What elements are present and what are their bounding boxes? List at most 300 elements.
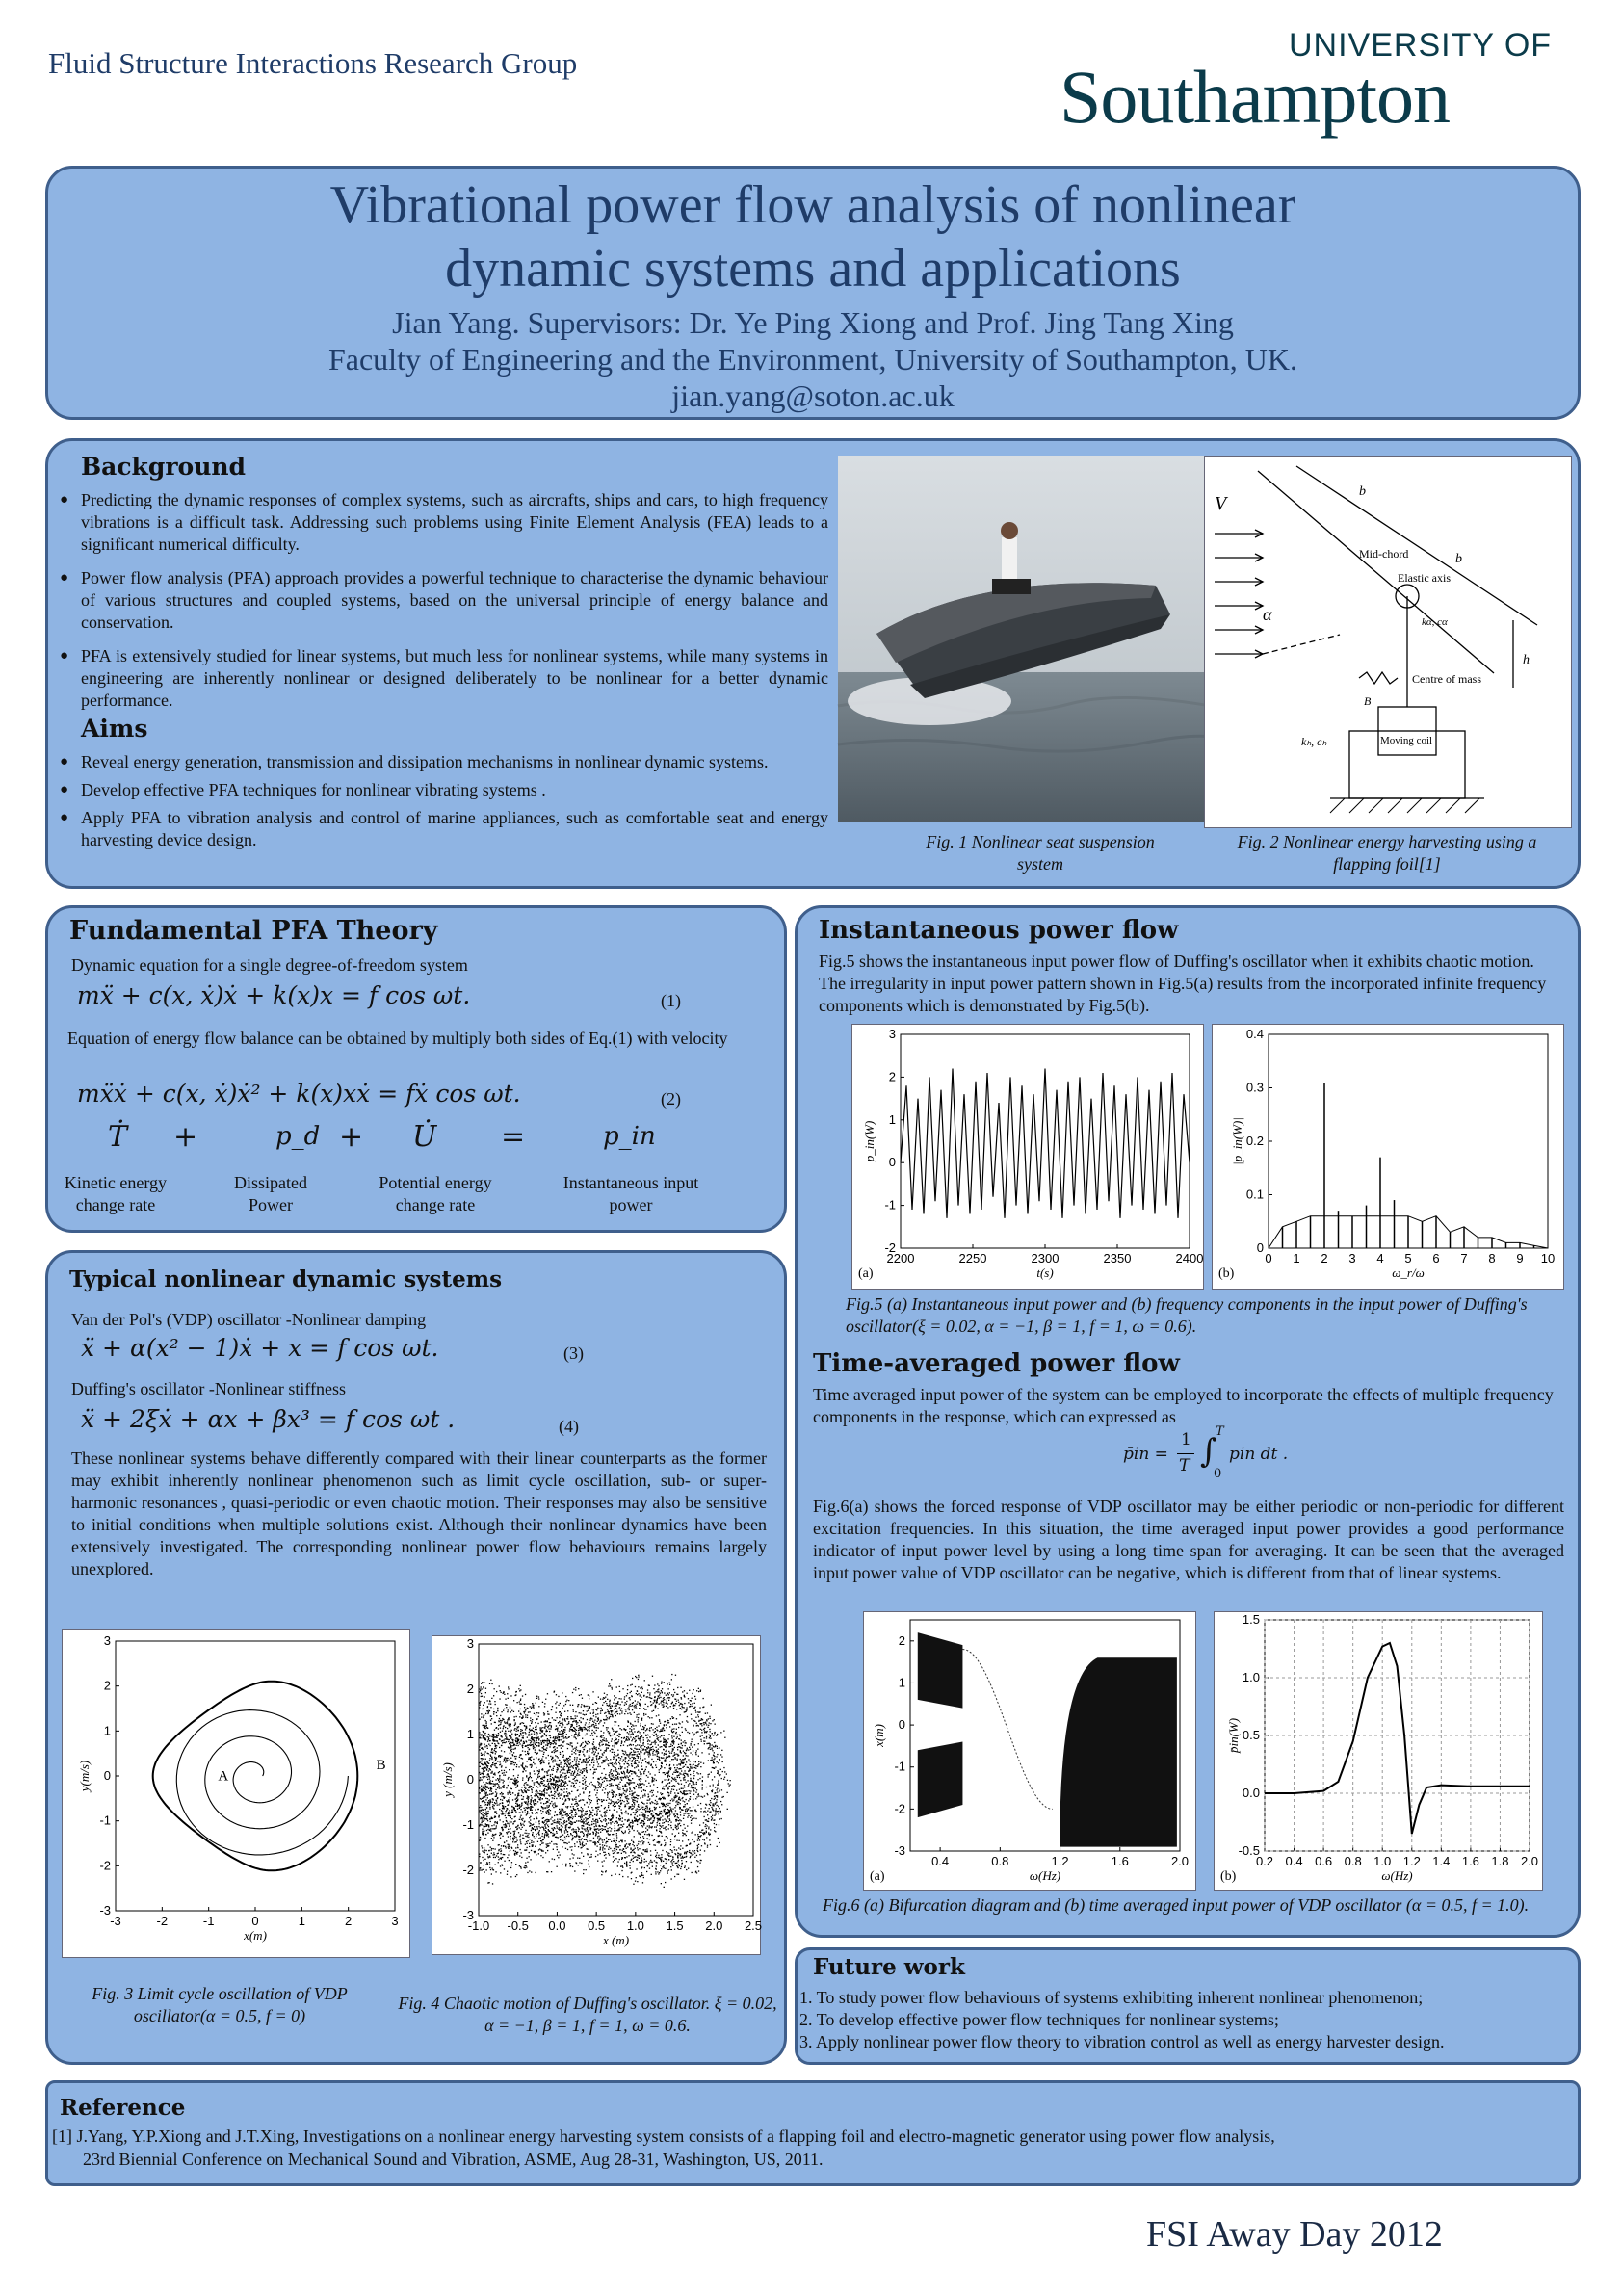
attractor-point bbox=[633, 1852, 634, 1853]
attractor-point bbox=[509, 1846, 510, 1847]
attractor-point bbox=[508, 1799, 509, 1800]
attractor-point bbox=[611, 1841, 612, 1842]
attractor-point bbox=[484, 1792, 485, 1793]
attractor-point bbox=[632, 1709, 633, 1710]
attractor-point bbox=[481, 1810, 482, 1811]
attractor-point bbox=[531, 1734, 532, 1735]
attractor-point bbox=[557, 1827, 558, 1828]
attractor-point bbox=[538, 1820, 539, 1821]
attractor-point bbox=[535, 1803, 536, 1804]
attractor-point bbox=[614, 1740, 615, 1741]
attractor-point bbox=[519, 1704, 520, 1705]
attractor-point bbox=[511, 1763, 512, 1764]
attractor-point bbox=[696, 1690, 697, 1691]
attractor-point bbox=[652, 1822, 653, 1823]
attractor-point bbox=[539, 1769, 540, 1770]
attractor-point bbox=[631, 1740, 632, 1741]
attractor-point bbox=[609, 1683, 610, 1684]
attractor-point bbox=[700, 1739, 701, 1740]
attractor-point bbox=[636, 1766, 637, 1767]
attractor-point bbox=[661, 1702, 662, 1703]
attractor-point bbox=[527, 1840, 528, 1841]
attractor-point bbox=[507, 1758, 508, 1759]
attractor-point bbox=[606, 1838, 607, 1839]
attractor-point bbox=[606, 1830, 607, 1831]
attractor-point bbox=[613, 1805, 614, 1806]
attractor-point bbox=[613, 1861, 614, 1862]
attractor-point bbox=[588, 1860, 589, 1861]
attractor-point bbox=[575, 1687, 576, 1688]
attractor-point bbox=[676, 1694, 677, 1695]
attractor-point bbox=[634, 1845, 635, 1846]
attractor-point bbox=[482, 1829, 483, 1830]
attractor-point bbox=[693, 1775, 694, 1776]
attractor-point bbox=[527, 1835, 528, 1836]
attractor-point bbox=[598, 1836, 599, 1837]
attractor-point bbox=[651, 1727, 652, 1728]
attractor-point bbox=[527, 1717, 528, 1718]
attractor-point bbox=[695, 1765, 696, 1766]
attractor-point bbox=[559, 1725, 560, 1726]
attractor-point bbox=[609, 1784, 610, 1785]
attractor-point bbox=[605, 1774, 606, 1775]
attractor-point bbox=[676, 1738, 677, 1739]
attractor-point bbox=[661, 1860, 662, 1861]
attractor-point bbox=[506, 1817, 507, 1818]
attractor-point bbox=[576, 1763, 577, 1764]
attractor-point bbox=[543, 1829, 544, 1830]
attractor-point bbox=[578, 1730, 579, 1731]
attractor-point bbox=[553, 1760, 554, 1761]
attractor-point bbox=[577, 1841, 578, 1842]
attractor-point bbox=[494, 1757, 495, 1758]
x-tick-label: 2.0 bbox=[705, 1918, 723, 1933]
attractor-point bbox=[593, 1777, 594, 1778]
attractor-point bbox=[486, 1818, 487, 1819]
attractor-point bbox=[496, 1825, 497, 1826]
attractor-point bbox=[548, 1826, 549, 1827]
email[interactable]: jian.yang@soton.ac.uk bbox=[671, 378, 955, 413]
attractor-point bbox=[671, 1694, 672, 1695]
aims-item: ● Reveal energy generation, transmission and dissipation mechanisms in nonlinear dynamic systems. bbox=[60, 751, 828, 773]
attractor-point bbox=[656, 1826, 657, 1827]
attractor-point bbox=[500, 1799, 501, 1800]
attractor-point bbox=[642, 1726, 643, 1727]
attractor-point bbox=[481, 1693, 482, 1694]
attractor-point bbox=[591, 1824, 592, 1825]
attractor-point bbox=[583, 1873, 584, 1874]
attractor-point bbox=[540, 1785, 541, 1786]
attractor-point bbox=[566, 1815, 567, 1816]
attractor-point bbox=[651, 1704, 652, 1705]
attractor-point bbox=[648, 1762, 649, 1763]
attractor-point bbox=[688, 1839, 689, 1840]
attractor-point bbox=[534, 1773, 535, 1774]
attractor-point bbox=[592, 1749, 593, 1750]
attractor-point bbox=[721, 1756, 722, 1757]
attractor-point bbox=[534, 1803, 535, 1804]
attractor-point bbox=[637, 1749, 638, 1750]
attractor-point bbox=[701, 1725, 702, 1726]
attractor-point bbox=[713, 1785, 714, 1786]
attractor-point bbox=[623, 1851, 624, 1852]
attractor-point bbox=[502, 1773, 503, 1774]
attractor-point bbox=[521, 1740, 522, 1741]
attractor-point bbox=[611, 1679, 612, 1680]
attractor-point bbox=[670, 1849, 671, 1850]
attractor-point bbox=[649, 1868, 650, 1869]
attractor-point bbox=[521, 1758, 522, 1759]
attractor-point bbox=[525, 1766, 526, 1767]
attractor-point bbox=[691, 1714, 692, 1715]
attractor-point bbox=[629, 1754, 630, 1755]
attractor-point bbox=[500, 1858, 501, 1859]
attractor-point bbox=[600, 1787, 601, 1788]
attractor-point bbox=[561, 1809, 562, 1810]
attractor-point bbox=[626, 1798, 627, 1799]
attractor-point bbox=[610, 1685, 611, 1686]
attractor-point bbox=[693, 1734, 694, 1735]
attractor-point bbox=[504, 1781, 505, 1782]
attractor-point bbox=[509, 1739, 510, 1740]
attractor-point bbox=[602, 1789, 603, 1790]
attractor-point bbox=[715, 1766, 716, 1767]
attractor-point bbox=[667, 1720, 668, 1721]
attractor-point bbox=[514, 1836, 515, 1837]
attractor-point bbox=[533, 1832, 534, 1833]
attractor-point bbox=[697, 1711, 698, 1712]
attractor-point bbox=[488, 1788, 489, 1789]
attractor-point bbox=[694, 1810, 695, 1811]
attractor-point bbox=[601, 1828, 602, 1829]
attractor-point bbox=[624, 1696, 625, 1697]
attractor-point bbox=[521, 1789, 522, 1790]
attractor-point bbox=[564, 1778, 565, 1779]
attractor-point bbox=[704, 1795, 705, 1796]
attractor-point bbox=[555, 1822, 556, 1823]
attractor-point bbox=[572, 1866, 573, 1867]
attractor-point bbox=[637, 1760, 638, 1761]
attractor-point bbox=[589, 1827, 590, 1828]
attractor-point bbox=[714, 1799, 715, 1800]
attractor-point bbox=[718, 1771, 719, 1772]
attractor-point bbox=[543, 1817, 544, 1818]
attractor-point bbox=[614, 1860, 615, 1861]
attractor-point bbox=[666, 1829, 667, 1830]
attractor-point bbox=[535, 1737, 536, 1738]
attractor-point bbox=[508, 1793, 509, 1794]
attractor-point bbox=[698, 1836, 699, 1837]
attractor-point bbox=[704, 1730, 705, 1731]
attractor-point bbox=[644, 1758, 645, 1759]
attractor-point bbox=[625, 1752, 626, 1753]
attractor-point bbox=[712, 1815, 713, 1816]
attractor-point bbox=[617, 1803, 618, 1804]
attractor-point bbox=[663, 1798, 664, 1799]
attractor-point bbox=[513, 1749, 514, 1750]
attractor-point bbox=[605, 1788, 606, 1789]
attractor-point bbox=[645, 1769, 646, 1770]
attractor-point bbox=[600, 1848, 601, 1849]
attractor-point bbox=[576, 1723, 577, 1724]
attractor-point bbox=[562, 1786, 563, 1787]
attractor-point bbox=[505, 1758, 506, 1759]
attractor-point bbox=[687, 1803, 688, 1804]
attractor-point bbox=[681, 1747, 682, 1748]
attractor-point bbox=[533, 1705, 534, 1706]
attractor-point bbox=[641, 1791, 642, 1792]
attractor-point bbox=[644, 1867, 645, 1868]
attractor-point bbox=[504, 1751, 505, 1752]
attractor-point bbox=[553, 1807, 554, 1808]
attractor-point bbox=[629, 1731, 630, 1732]
attractor-point bbox=[598, 1784, 599, 1785]
attractor-point bbox=[635, 1700, 636, 1701]
attractor-point bbox=[596, 1819, 597, 1820]
attractor-point bbox=[498, 1856, 499, 1857]
attractor-point bbox=[647, 1762, 648, 1763]
attractor-point bbox=[677, 1825, 678, 1826]
attractor-point bbox=[684, 1879, 685, 1880]
attractor-point bbox=[692, 1706, 693, 1707]
attractor-point bbox=[525, 1862, 526, 1863]
attractor-point bbox=[629, 1728, 630, 1729]
attractor-point bbox=[506, 1707, 507, 1708]
attractor-point bbox=[530, 1776, 531, 1777]
attractor-point bbox=[512, 1823, 513, 1824]
attractor-point bbox=[604, 1808, 605, 1809]
attractor-point bbox=[508, 1829, 509, 1830]
attractor-point bbox=[633, 1750, 634, 1751]
attractor-point bbox=[636, 1877, 637, 1878]
attractor-point bbox=[608, 1839, 609, 1840]
attractor-point bbox=[585, 1789, 586, 1790]
attractor-point bbox=[698, 1796, 699, 1797]
attractor-point bbox=[573, 1832, 574, 1833]
attractor-point bbox=[551, 1779, 552, 1780]
attractor-point bbox=[615, 1767, 616, 1768]
attractor-point bbox=[693, 1787, 694, 1788]
attractor-point bbox=[700, 1803, 701, 1804]
attractor-point bbox=[562, 1840, 563, 1841]
attractor-point bbox=[718, 1762, 719, 1763]
attractor-point bbox=[481, 1822, 482, 1823]
fig4-chaotic-motion bbox=[432, 1635, 761, 1955]
attractor-point bbox=[695, 1717, 696, 1718]
attractor-point bbox=[500, 1848, 501, 1849]
attractor-point bbox=[618, 1799, 619, 1800]
attractor-point bbox=[656, 1734, 657, 1735]
attractor-point bbox=[646, 1871, 647, 1872]
attractor-point bbox=[691, 1810, 692, 1811]
poster-title-line-2: dynamic systems and applications bbox=[445, 239, 1181, 299]
attractor-point bbox=[710, 1800, 711, 1801]
attractor-point bbox=[540, 1729, 541, 1730]
attractor-point bbox=[707, 1821, 708, 1822]
attractor-point bbox=[583, 1819, 584, 1820]
attractor-point bbox=[497, 1710, 498, 1711]
attractor-point bbox=[668, 1859, 669, 1860]
attractor-point bbox=[650, 1785, 651, 1786]
attractor-point bbox=[637, 1845, 638, 1846]
attractor-point bbox=[542, 1857, 543, 1858]
attractor-point bbox=[543, 1780, 544, 1781]
attractor-point bbox=[684, 1707, 685, 1708]
attractor-point bbox=[695, 1768, 696, 1769]
attractor-point bbox=[549, 1731, 550, 1732]
attractor-point bbox=[661, 1831, 662, 1832]
attractor-point bbox=[607, 1758, 608, 1759]
attractor-point bbox=[673, 1829, 674, 1830]
attractor-point bbox=[678, 1784, 679, 1785]
attractor-point bbox=[519, 1836, 520, 1837]
attractor-point bbox=[487, 1779, 488, 1780]
attractor-point bbox=[654, 1754, 655, 1755]
attractor-point bbox=[581, 1706, 582, 1707]
attractor-point bbox=[491, 1764, 492, 1765]
attractor-point bbox=[652, 1746, 653, 1747]
attractor-point bbox=[687, 1780, 688, 1781]
attractor-point bbox=[499, 1809, 500, 1810]
attractor-point bbox=[691, 1820, 692, 1821]
attractor-point bbox=[508, 1815, 509, 1816]
attractor-point bbox=[550, 1810, 551, 1811]
attractor-point bbox=[660, 1828, 661, 1829]
attractor-point bbox=[698, 1844, 699, 1845]
attractor-point bbox=[642, 1849, 643, 1850]
attractor-point bbox=[609, 1846, 610, 1847]
attractor-point bbox=[585, 1830, 586, 1831]
attractor-point bbox=[631, 1752, 632, 1753]
attractor-point bbox=[495, 1740, 496, 1741]
attractor-point bbox=[632, 1826, 633, 1827]
attractor-point bbox=[649, 1798, 650, 1799]
attractor-point bbox=[630, 1723, 631, 1724]
attractor-point bbox=[530, 1823, 531, 1824]
attractor-point bbox=[657, 1698, 658, 1699]
attractor-point bbox=[590, 1769, 591, 1770]
attractor-point bbox=[537, 1841, 538, 1842]
attractor-point bbox=[609, 1854, 610, 1855]
attractor-point bbox=[622, 1751, 623, 1752]
attractor-point bbox=[517, 1777, 518, 1778]
attractor-point bbox=[608, 1833, 609, 1834]
attractor-point bbox=[568, 1769, 569, 1770]
attractor-point bbox=[718, 1772, 719, 1773]
attractor-point bbox=[715, 1724, 716, 1725]
attractor-point bbox=[480, 1705, 481, 1706]
attractor-point bbox=[494, 1773, 495, 1774]
attractor-point bbox=[587, 1828, 588, 1829]
attractor-point bbox=[584, 1770, 585, 1771]
attractor-point bbox=[519, 1743, 520, 1744]
attractor-point bbox=[483, 1736, 484, 1737]
attractor-point bbox=[664, 1772, 665, 1773]
attractor-point bbox=[640, 1833, 641, 1834]
attractor-point bbox=[512, 1792, 513, 1793]
attractor-point bbox=[691, 1862, 692, 1863]
attractor-point bbox=[581, 1762, 582, 1763]
attractor-point bbox=[498, 1804, 499, 1805]
attractor-point bbox=[576, 1835, 577, 1836]
attractor-point bbox=[621, 1743, 622, 1744]
attractor-point bbox=[637, 1756, 638, 1757]
term-plus-1: + bbox=[173, 1120, 198, 1154]
attractor-point bbox=[708, 1828, 709, 1829]
attractor-point bbox=[662, 1704, 663, 1705]
attractor-point bbox=[534, 1771, 535, 1772]
attractor-point bbox=[641, 1825, 642, 1826]
attractor-point bbox=[631, 1878, 632, 1879]
attractor-point bbox=[616, 1711, 617, 1712]
attractor-point bbox=[682, 1840, 683, 1841]
attractor-point bbox=[520, 1809, 521, 1810]
attractor-point bbox=[529, 1826, 530, 1827]
attractor-point bbox=[721, 1778, 722, 1779]
attractor-point bbox=[585, 1745, 586, 1746]
attractor-point bbox=[606, 1823, 607, 1824]
attractor-point bbox=[597, 1861, 598, 1862]
attractor-point bbox=[512, 1742, 513, 1743]
attractor-point bbox=[569, 1772, 570, 1773]
attractor-point bbox=[599, 1786, 600, 1787]
attractor-point bbox=[652, 1767, 653, 1768]
attractor-point bbox=[613, 1853, 614, 1854]
attractor-point bbox=[577, 1757, 578, 1758]
attractor-point bbox=[501, 1711, 502, 1712]
attractor-point bbox=[629, 1775, 630, 1776]
attractor-point bbox=[605, 1778, 606, 1779]
attractor-point bbox=[480, 1766, 481, 1767]
attractor-point bbox=[646, 1729, 647, 1730]
attractor-point bbox=[649, 1740, 650, 1741]
plot-frame bbox=[116, 1641, 395, 1911]
authors: Jian Yang. Supervisors: Dr. Ye Ping Xiong and Prof. Jing Tang Xing bbox=[392, 305, 1234, 340]
attractor-point bbox=[544, 1824, 545, 1825]
attractor-point bbox=[668, 1700, 669, 1701]
attractor-point bbox=[642, 1836, 643, 1837]
attractor-point bbox=[567, 1748, 568, 1749]
attractor-point bbox=[660, 1723, 661, 1724]
attractor-point bbox=[481, 1791, 482, 1792]
attractor-point bbox=[533, 1742, 534, 1743]
attractor-point bbox=[653, 1844, 654, 1845]
attractor-point bbox=[546, 1845, 547, 1846]
attractor-point bbox=[492, 1802, 493, 1803]
attractor-point bbox=[594, 1769, 595, 1770]
attractor-point bbox=[603, 1719, 604, 1720]
attractor-point bbox=[702, 1787, 703, 1788]
attractor-point bbox=[717, 1789, 718, 1790]
attractor-point bbox=[515, 1762, 516, 1763]
attractor-point bbox=[539, 1733, 540, 1734]
attractor-point bbox=[675, 1779, 676, 1780]
attractor-point bbox=[706, 1831, 707, 1832]
attractor-point bbox=[536, 1729, 537, 1730]
attractor-point bbox=[627, 1720, 628, 1721]
annotation-b: B bbox=[376, 1758, 386, 1773]
attractor-point bbox=[566, 1700, 567, 1701]
attractor-point bbox=[495, 1745, 496, 1746]
attractor-point bbox=[687, 1732, 688, 1733]
attractor-point bbox=[578, 1704, 579, 1705]
attractor-point bbox=[694, 1721, 695, 1722]
attractor-point bbox=[491, 1683, 492, 1684]
attractor-point bbox=[526, 1858, 527, 1859]
attractor-point bbox=[658, 1798, 659, 1799]
attractor-point bbox=[672, 1859, 673, 1860]
attractor-point bbox=[633, 1884, 634, 1885]
